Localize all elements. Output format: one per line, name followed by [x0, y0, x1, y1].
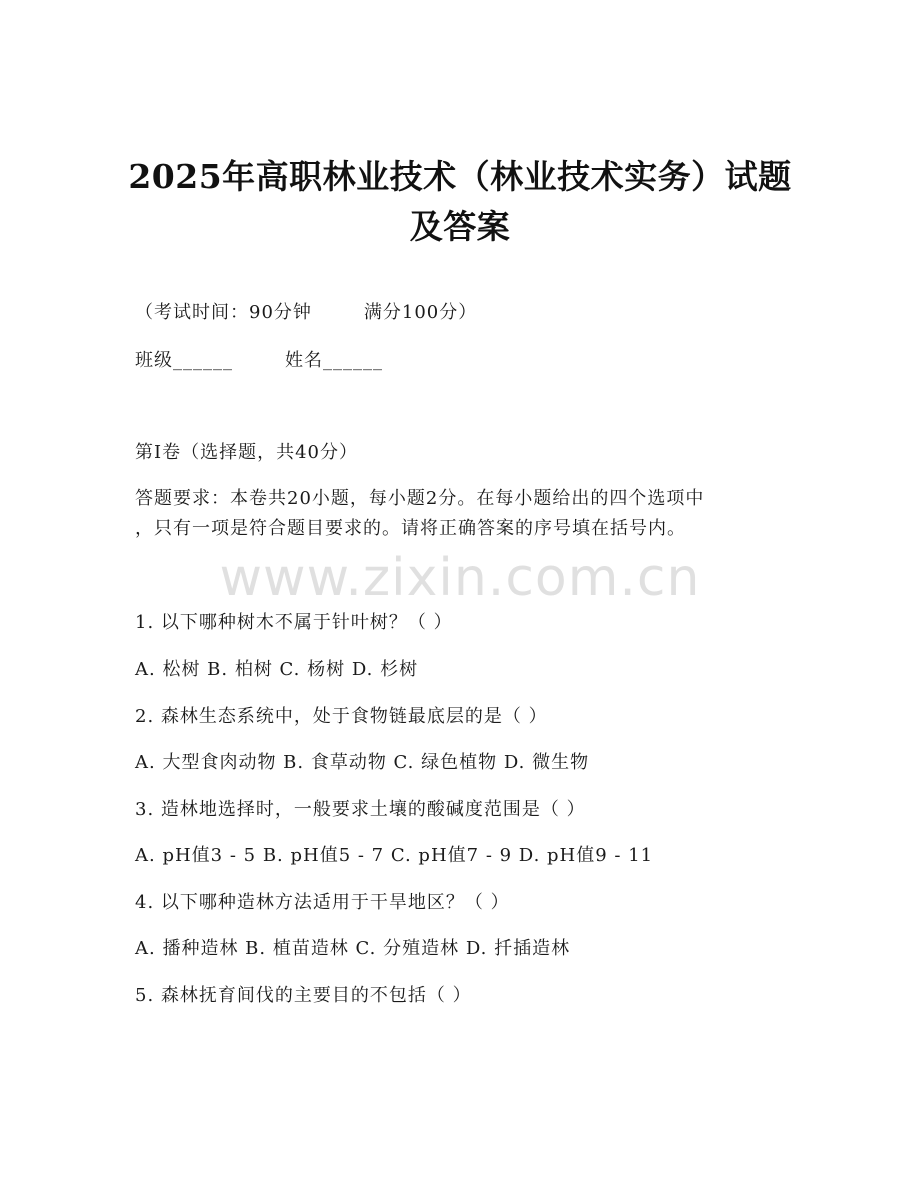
exam-info	[135, 300, 477, 326]
question-options: A. 松树 B. 柏树 C. 杨树 D. 杉树	[135, 659, 419, 680]
full-score: 满分100分）	[363, 302, 478, 323]
question-options: A. 播种造林 B. 植苗造林 C. 分殖造林 D. 扦插造林	[135, 938, 571, 959]
exam-time: （考试时间：90分钟	[135, 302, 312, 323]
question-stem: 1. 以下哪种树木不属于针叶树？（ ）	[135, 612, 453, 633]
document-title-line2: 及答案	[409, 207, 511, 246]
watermark: www.zixin.com.cn	[219, 548, 701, 608]
question-options: A. 大型食肉动物 B. 食草动物 C. 绿色植物 D. 微生物	[135, 752, 590, 773]
question-options: A. pH值3 - 5 B. pH值5 - 7 C. pH值7 - 9 D. pH值9 - 11	[135, 845, 654, 866]
question-stem: 3. 造林地选择时，一般要求土壤的酸碱度范围是（ ）	[135, 799, 586, 820]
question-stem: 5. 森林抚育间伐的主要目的不包括（ ）	[135, 985, 472, 1006]
question-stem: 2. 森林生态系统中，处于食物链最底层的是（ ）	[135, 706, 548, 727]
instructions-line1: 答题要求：本卷共20小题，每小题2分。在每小题给出的四个选项中	[135, 488, 705, 509]
document-title-line1: 2025年高职林业技术（林业技术实务）试题	[128, 157, 792, 196]
section-header: 第I卷（选择题，共40分）	[135, 442, 359, 463]
name-field: 姓名______	[285, 350, 383, 371]
question-stem: 4. 以下哪种造林方法适用于干旱地区？（ ）	[135, 892, 510, 913]
class-field: 班级______	[135, 350, 233, 371]
instructions-line2: ，只有一项是符合题目要求的。请将正确答案的序号填在括号内。	[135, 518, 686, 539]
student-info	[135, 348, 383, 374]
